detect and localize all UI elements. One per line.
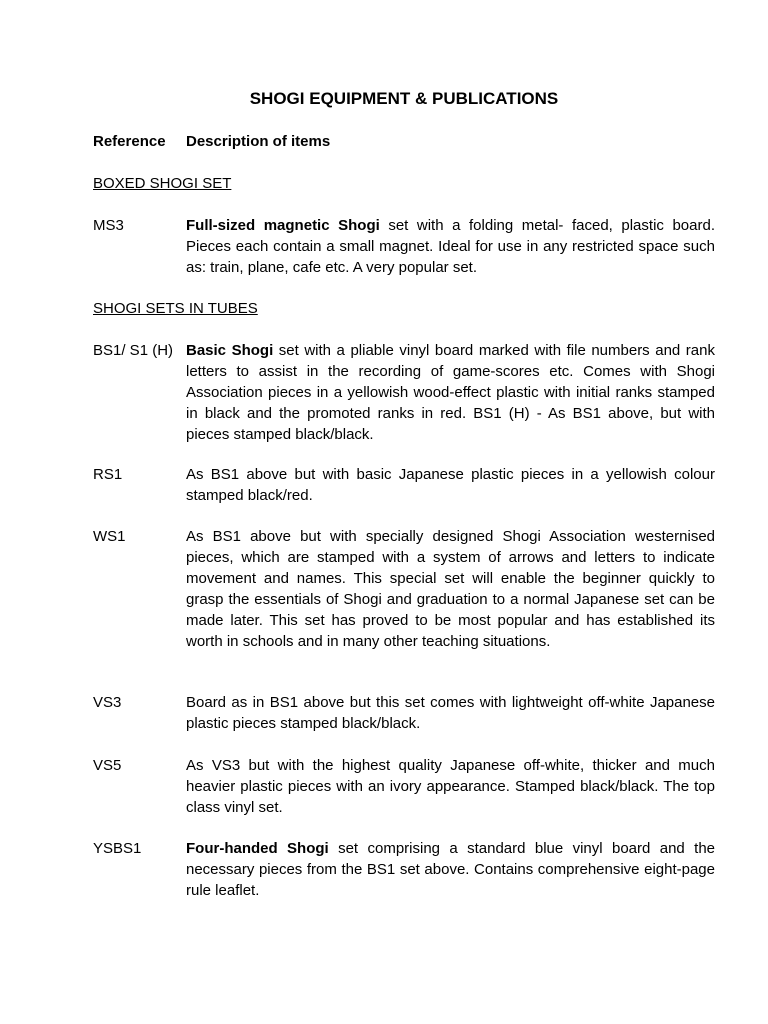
item-description — [186, 464, 715, 506]
item-reference: YSBS1 — [93, 840, 142, 857]
item-entry-ws1 — [93, 526, 715, 652]
description-column-header: Description of items — [186, 133, 331, 150]
item-entry-bs1 — [93, 340, 715, 445]
item-description-text: As VS3 but with the highest quality Japanese off-white, thicker and much heavier plastic pieces with an ivory appearance. Stamped black/black. The top class vinyl set. — [186, 757, 715, 816]
item-description-text: Board as in BS1 above but this set comes with lightweight off-white Japanese plastic pieces stamped black/black. — [186, 694, 715, 732]
reference-column-header: Reference — [93, 133, 166, 150]
item-reference: VS5 — [93, 757, 122, 774]
item-reference: RS1 — [93, 466, 123, 483]
item-description — [186, 215, 715, 278]
item-description — [186, 838, 715, 901]
item-entry-rs1 — [93, 464, 715, 506]
item-description — [186, 755, 715, 818]
item-reference: BS1/ S1 (H) — [93, 342, 174, 359]
item-description-text: As BS1 above but with specially designed Shogi Association westernised pieces, which are stamped with a system of arrows and letters to indicate movement and names. This special set will enable the beginner quickly to grasp the essentials of Shogi and graduation to a normal Japanese set can be made later. This set has proved to be most popular and has established its worth in schools and in many other teaching situations. — [186, 528, 715, 650]
item-description-text: set comprising a standard blue vinyl board and the necessary pieces from the BS1 set above. Contains comprehensive eight-page rule leaflet. — [186, 840, 715, 899]
section-heading-boxed-shogi-set: BOXED SHOGI SET — [93, 175, 232, 192]
item-description — [186, 526, 715, 652]
item-description — [186, 340, 715, 445]
item-reference: VS3 — [93, 694, 122, 711]
item-description — [186, 692, 715, 734]
document-title: SHOGI EQUIPMENT & PUBLICATIONS — [249, 89, 559, 108]
item-reference: MS3 — [93, 217, 124, 234]
section-heading-shogi-sets-in-tubes: SHOGI SETS IN TUBES — [93, 300, 258, 317]
item-entry-ysbs1 — [93, 838, 715, 901]
item-bold-name: Full-sized magnetic Shogi — [186, 217, 380, 234]
item-bold-name: Four-handed Shogi — [186, 840, 329, 857]
item-bold-name: Basic Shogi — [186, 342, 274, 359]
item-description-text: As BS1 above but with basic Japanese plastic pieces in a yellowish colour stamped black/red. — [186, 466, 715, 504]
item-reference: WS1 — [93, 528, 126, 545]
item-entry-ms3 — [93, 215, 715, 278]
item-description-text: set with a folding metal- faced, plastic board. Pieces each contain a small magnet. Ideal for use in any restricted space such as: train, plane, cafe etc. A very popular set. — [186, 217, 715, 276]
item-entry-vs3 — [93, 692, 715, 734]
item-entry-vs5 — [93, 755, 715, 818]
item-description-text: set with a pliable vinyl board marked with file numbers and rank letters to assist in the recording of game-scores etc. Comes with Shogi Association pieces in a yellowish wood-effect plastic with initial ranks stamped in black and the promoted ranks in red. BS1 (H) - As BS1 above, but with pieces stamped black/black. — [186, 342, 715, 443]
